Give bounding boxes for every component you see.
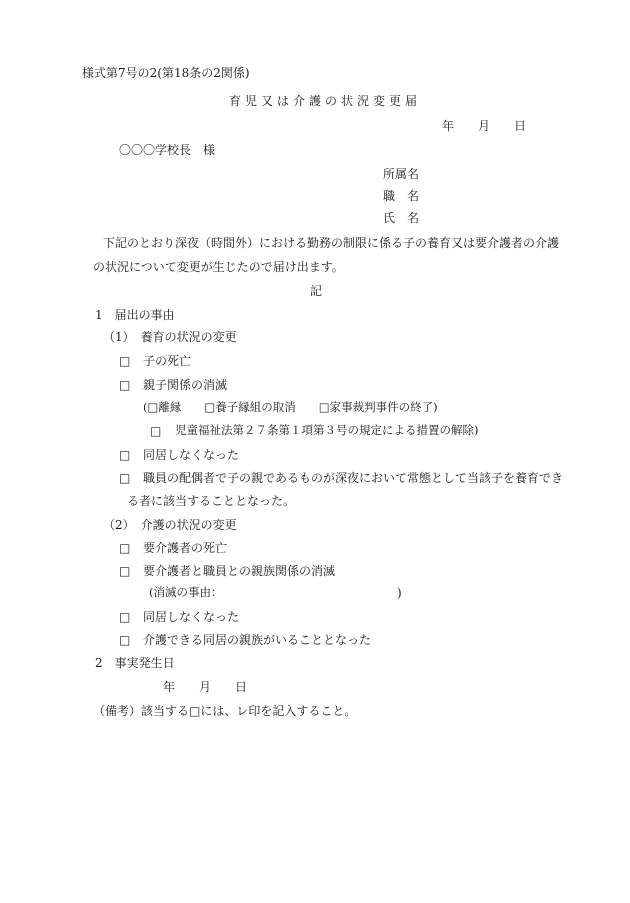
section1-sub1-heading: （1） 養育の状況の変更 [103, 330, 237, 344]
relative-available-label: 介護できる同居の親族がいることとなった [143, 633, 372, 647]
care-recipient-death-label: 要介護者の死亡 [143, 541, 228, 555]
child-no-cohabitation-label: 同居しなくなった [143, 448, 240, 462]
form-title: 育児又は介護の状況変更届 [229, 94, 422, 108]
position-label: 職 名 [383, 189, 420, 203]
relation-end-reason-close: ) [397, 586, 402, 600]
relation-end-reason-label: (消滅の事由： [149, 585, 223, 599]
intro-line-2: の状況について変更が生じたので届け出ます。 [93, 260, 344, 274]
occurrence-date[interactable]: 年 月 日 [163, 680, 248, 694]
parent-relation-end-reasons[interactable]: (□離縁 □養子縁組の取消 □家事裁判事件の終了) [143, 400, 438, 414]
checkbox-child-no-cohabitation[interactable]: □ [119, 448, 131, 462]
spouse-can-care-line-1: 職員の配偶者で子の親であるものが深夜において常態として当該子を養育でき [143, 471, 564, 485]
welfare-measure-label: 児童福祉法第２７条第１項第３号の規定による措置の解除) [175, 423, 479, 437]
child-death-label: 子の死亡 [143, 354, 192, 368]
affiliation-label: 所属名 [383, 167, 420, 181]
section1-heading: 1 届出の事由 [95, 308, 175, 322]
section2-heading: 2 事実発生日 [95, 656, 175, 670]
checkbox-relation-end[interactable]: □ [119, 564, 131, 578]
spouse-can-care-line-2: る者に該当することとなった。 [127, 494, 296, 508]
checkbox-parent-relation-end[interactable]: □ [119, 378, 131, 392]
addressee: 〇〇〇学校長 様 [119, 143, 216, 157]
checkbox-child-death[interactable]: □ [119, 354, 131, 368]
section1-sub2-heading: （2） 介護の状況の変更 [103, 518, 237, 532]
relation-end-reason-input[interactable] [235, 584, 395, 600]
relation-end-label: 要介護者と職員との親族関係の消滅 [143, 564, 336, 578]
name-label: 氏 名 [383, 211, 420, 225]
checkbox-relative-available[interactable]: □ [119, 633, 131, 647]
remarks-note: （備考）該当する□には、レ印を記入すること。 [93, 704, 357, 718]
checkbox-welfare-measure[interactable]: □ [150, 424, 162, 438]
checkbox-care-recipient-death[interactable]: □ [119, 541, 131, 555]
checkbox-spouse-can-care[interactable]: □ [119, 471, 131, 485]
recipient-no-cohabitation-label: 同居しなくなった [143, 610, 240, 624]
form-number: 様式第7号の2(第18条の2関係) [82, 66, 250, 80]
submission-date[interactable]: 年 月 日 [442, 119, 527, 133]
checkbox-recipient-no-cohabitation[interactable]: □ [119, 610, 131, 624]
intro-line-1: 下記のとおり深夜（時間外）における勤務の制限に係る子の養育又は要介護者の介護 [103, 236, 560, 250]
parent-relation-end-label: 親子関係の消滅 [143, 378, 228, 392]
ki-heading: 記 [310, 284, 323, 298]
